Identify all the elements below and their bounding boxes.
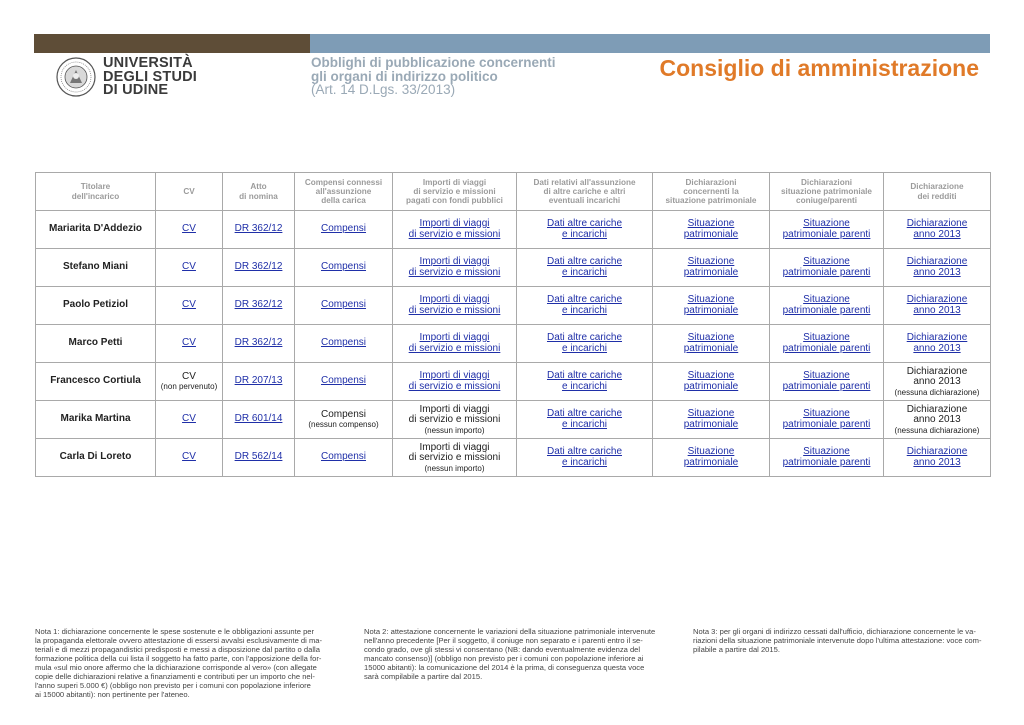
viaggi-cell: [393, 211, 517, 249]
compensi-cell: [295, 249, 393, 287]
table-row: [36, 249, 991, 287]
patrimoniale-link[interactable]: Situazione patrimoniale: [683, 332, 739, 354]
cariche-link[interactable]: Dati altre cariche e incarichi: [546, 408, 623, 430]
patrimoniale-cell: [653, 211, 770, 249]
organi-table: [35, 172, 991, 477]
compensi-cell: [295, 401, 393, 439]
patrimoniale-link[interactable]: Situazione patrimoniale: [683, 256, 739, 278]
university-seal-icon: [56, 57, 96, 97]
compensi-link[interactable]: Compensi: [320, 375, 367, 387]
table-row: [36, 287, 991, 325]
header-redditi: Dichiarazione dei redditi: [884, 173, 991, 211]
cariche-link[interactable]: Dati altre cariche e incarichi: [546, 370, 623, 392]
redditi-text: Dichiarazione anno 2013: [906, 403, 968, 425]
viaggi-note: (nessun importo): [424, 463, 485, 473]
table-row: [36, 363, 991, 401]
atto-link[interactable]: DR 562/14: [234, 451, 283, 463]
patrimoniale-cell: [653, 249, 770, 287]
cariche-cell: [517, 287, 653, 325]
viaggi-cell: [393, 363, 517, 401]
member-name: Francesco Cortiula: [36, 363, 156, 401]
cv-cell: [156, 401, 223, 439]
table-header-row: [36, 173, 991, 211]
cv-cell: [156, 439, 223, 477]
header-viaggi: Importi di viaggi di servizio e missioni pagati con fondi pubblici: [393, 173, 517, 211]
cv-cell: [156, 363, 223, 401]
cariche-link[interactable]: Dati altre cariche e incarichi: [546, 218, 623, 240]
patrimoniale-link[interactable]: Situazione patrimoniale: [683, 294, 739, 316]
cariche-cell: [517, 439, 653, 477]
cariche-cell: [517, 211, 653, 249]
compensi-cell: [295, 325, 393, 363]
compensi-cell: [295, 211, 393, 249]
table-row: [36, 211, 991, 249]
redditi-cell: [884, 211, 991, 249]
header-patrimoniale: Dichiarazioni concernenti la situazione patrimoniale: [653, 173, 770, 211]
university-name: UNIVERSITÀ DEGLI STUDI DI UDINE: [103, 55, 198, 99]
atto-cell: [223, 325, 295, 363]
parenti-link[interactable]: Situazione patrimoniale parenti: [782, 218, 871, 240]
cv-note: (non pervenuto): [160, 382, 218, 392]
atto-cell: [223, 287, 295, 325]
header-compensi: Compensi connessi all'assunzione della carica: [295, 173, 393, 211]
redditi-text: Dichiarazione anno 2013: [906, 365, 968, 387]
cariche-link[interactable]: Dati altre cariche e incarichi: [546, 294, 623, 316]
viaggi-note: (nessun importo): [424, 425, 485, 435]
cv-cell: [156, 287, 223, 325]
member-name: Stefano Miani: [36, 249, 156, 287]
parenti-link[interactable]: Situazione patrimoniale parenti: [782, 256, 871, 278]
redditi-note: (nessuna dichiarazione): [894, 425, 980, 435]
parenti-cell: [770, 439, 884, 477]
table-row: [36, 325, 991, 363]
patrimoniale-cell: [653, 287, 770, 325]
cariche-link[interactable]: Dati altre cariche e incarichi: [546, 256, 623, 278]
cariche-cell: [517, 363, 653, 401]
atto-cell: [223, 363, 295, 401]
header-titolare: Titolare dell'incarico: [36, 173, 156, 211]
cv-cell: [156, 211, 223, 249]
parenti-cell: [770, 401, 884, 439]
patrimoniale-cell: [653, 439, 770, 477]
compensi-cell: [295, 287, 393, 325]
patrimoniale-link[interactable]: Situazione patrimoniale: [683, 408, 739, 430]
viaggi-link[interactable]: Importi di viaggi di servizio e missioni: [408, 332, 501, 354]
compensi-cell: [295, 363, 393, 401]
parenti-link[interactable]: Situazione patrimoniale parenti: [782, 332, 871, 354]
compensi-link[interactable]: Compensi: [320, 223, 367, 235]
parenti-cell: [770, 363, 884, 401]
viaggi-cell: [393, 401, 517, 439]
redditi-link[interactable]: Dichiarazione anno 2013: [906, 332, 968, 354]
compensi-cell: [295, 439, 393, 477]
redditi-cell: [884, 287, 991, 325]
cv-text: CV: [182, 370, 196, 382]
viaggi-cell: [393, 287, 517, 325]
atto-cell: [223, 211, 295, 249]
viaggi-text: Importi di viaggi di servizio e missioni: [408, 441, 501, 463]
atto-link[interactable]: DR 601/14: [234, 413, 283, 425]
header-bar-right: [310, 34, 990, 53]
viaggi-cell: [393, 325, 517, 363]
page-title: Consiglio di amministrazione: [659, 55, 979, 81]
table-row: [36, 439, 991, 477]
member-name: Mariarita D'Addezio: [36, 211, 156, 249]
note-1: Nota 1: dichiarazione concernente le spese sostenute e le obbligazioni assunte per la propaganda elettorale ovvero attestazione di essersi avvalsi esclusivamente di ma- teriali e di mezzi propagandistici predisposti e messi a disposizione dal partito o dalla formazione politica della cui lista il soggetto ha fatto parte, con l'apposizione della for- mula «sul mio onore affermo che la dichiarazione corrisponde al vero» (con allegate copie delle dichiarazioni relative a finanziamenti e contributi per un importo che nel- l'anno superi 5.000 €) (obbligo non previsto per i comuni con popolazione inferiore ai 15000 abitanti): non pertinente per l'ateneo.: [35, 627, 323, 699]
redditi-cell: [884, 325, 991, 363]
viaggi-link[interactable]: Importi di viaggi di servizio e missioni: [408, 370, 501, 392]
cv-link[interactable]: CV: [182, 337, 196, 349]
parenti-cell: [770, 287, 884, 325]
redditi-note: (nessuna dichiarazione): [894, 387, 980, 397]
member-name: Carla Di Loreto: [36, 439, 156, 477]
cariche-cell: [517, 401, 653, 439]
redditi-cell: [884, 249, 991, 287]
note-3: Nota 3: per gli organi di indirizzo cessati dall'ufficio, dichiarazione concernente le va- riazioni della situazione patrimoniale intervenute dopo l'ultima attestazione: voce com- pilabile a partire dal 2015.: [693, 627, 982, 654]
page-subtitle: Obblighi di pubblicazione concernenti gli organi di indirizzo politico (Art. 14 D.Lgs. 33/2013): [311, 55, 556, 98]
university-logo[interactable]: [56, 57, 206, 99]
patrimoniale-link[interactable]: Situazione patrimoniale: [683, 370, 739, 392]
viaggi-cell: [393, 249, 517, 287]
compensi-link[interactable]: Compensi: [320, 261, 367, 273]
cariche-link[interactable]: Dati altre cariche e incarichi: [546, 332, 623, 354]
redditi-cell: [884, 439, 991, 477]
redditi-cell: [884, 363, 991, 401]
redditi-link[interactable]: Dichiarazione anno 2013: [906, 294, 968, 316]
patrimoniale-cell: [653, 363, 770, 401]
compensi-link[interactable]: Compensi: [320, 337, 367, 349]
member-name: Marco Petti: [36, 325, 156, 363]
parenti-cell: [770, 249, 884, 287]
compensi-text: Compensi: [320, 408, 367, 420]
parenti-cell: [770, 325, 884, 363]
cv-link[interactable]: CV: [182, 299, 196, 311]
redditi-link[interactable]: Dichiarazione anno 2013: [906, 256, 968, 278]
cv-cell: [156, 249, 223, 287]
cv-link[interactable]: CV: [182, 413, 196, 425]
header-parenti: Dichiarazioni situazione patrimoniale coniuge/parenti: [770, 173, 884, 211]
cariche-cell: [517, 325, 653, 363]
viaggi-link[interactable]: Importi di viaggi di servizio e missioni: [408, 256, 501, 278]
viaggi-text: Importi di viaggi di servizio e missioni: [408, 403, 501, 425]
member-name: Paolo Petiziol: [36, 287, 156, 325]
cv-link[interactable]: CV: [182, 451, 196, 463]
atto-link[interactable]: DR 362/12: [234, 261, 283, 273]
atto-link[interactable]: DR 362/12: [234, 337, 283, 349]
atto-cell: [223, 439, 295, 477]
member-name: Marika Martina: [36, 401, 156, 439]
cv-link[interactable]: CV: [182, 261, 196, 273]
compensi-link[interactable]: Compensi: [320, 451, 367, 463]
redditi-link[interactable]: Dichiarazione anno 2013: [906, 218, 968, 240]
header-atto: Atto di nomina: [223, 173, 295, 211]
header-cariche: Dati relativi all'assunzione di altre cariche e altri eventuali incarichi: [517, 173, 653, 211]
patrimoniale-cell: [653, 401, 770, 439]
cariche-link[interactable]: Dati altre cariche e incarichi: [546, 446, 623, 468]
atto-cell: [223, 249, 295, 287]
atto-link[interactable]: DR 362/12: [234, 223, 283, 235]
atto-link[interactable]: DR 207/13: [234, 375, 283, 387]
viaggi-link[interactable]: Importi di viaggi di servizio e missioni: [408, 294, 501, 316]
note-2: Nota 2: attestazione concernente le variazioni della situazione patrimoniale intervenute nell'anno precedente [Per il soggetto, il coniuge non separato e i parenti entro il se- condo grado, ove gli stessi vi consentano (NB: dando eventualmente evidenza del mancato consenso)] (obbligo non previsto per i comuni con popolazione inferiore ai 15000 abitanti): la comunicazione del 2014 è la prima, di conseguenza questa voce sarà compilabile a partire dal 2015.: [364, 627, 656, 681]
redditi-cell: [884, 401, 991, 439]
patrimoniale-cell: [653, 325, 770, 363]
parenti-link[interactable]: Situazione patrimoniale parenti: [782, 370, 871, 392]
compensi-link[interactable]: Compensi: [320, 299, 367, 311]
table-row: [36, 401, 991, 439]
redditi-link[interactable]: Dichiarazione anno 2013: [906, 446, 968, 468]
cv-cell: [156, 325, 223, 363]
cv-link[interactable]: CV: [182, 223, 196, 235]
patrimoniale-link[interactable]: Situazione patrimoniale: [683, 446, 739, 468]
patrimoniale-link[interactable]: Situazione patrimoniale: [683, 218, 739, 240]
atto-link[interactable]: DR 362/12: [234, 299, 283, 311]
viaggi-cell: [393, 439, 517, 477]
parenti-link[interactable]: Situazione patrimoniale parenti: [782, 446, 871, 468]
compensi-note: (nessun compenso): [308, 420, 379, 430]
header-cv: CV: [156, 173, 223, 211]
atto-cell: [223, 401, 295, 439]
header-bar-left: [34, 34, 310, 53]
cariche-cell: [517, 249, 653, 287]
viaggi-link[interactable]: Importi di viaggi di servizio e missioni: [408, 218, 501, 240]
parenti-link[interactable]: Situazione patrimoniale parenti: [782, 408, 871, 430]
parenti-cell: [770, 211, 884, 249]
parenti-link[interactable]: Situazione patrimoniale parenti: [782, 294, 871, 316]
